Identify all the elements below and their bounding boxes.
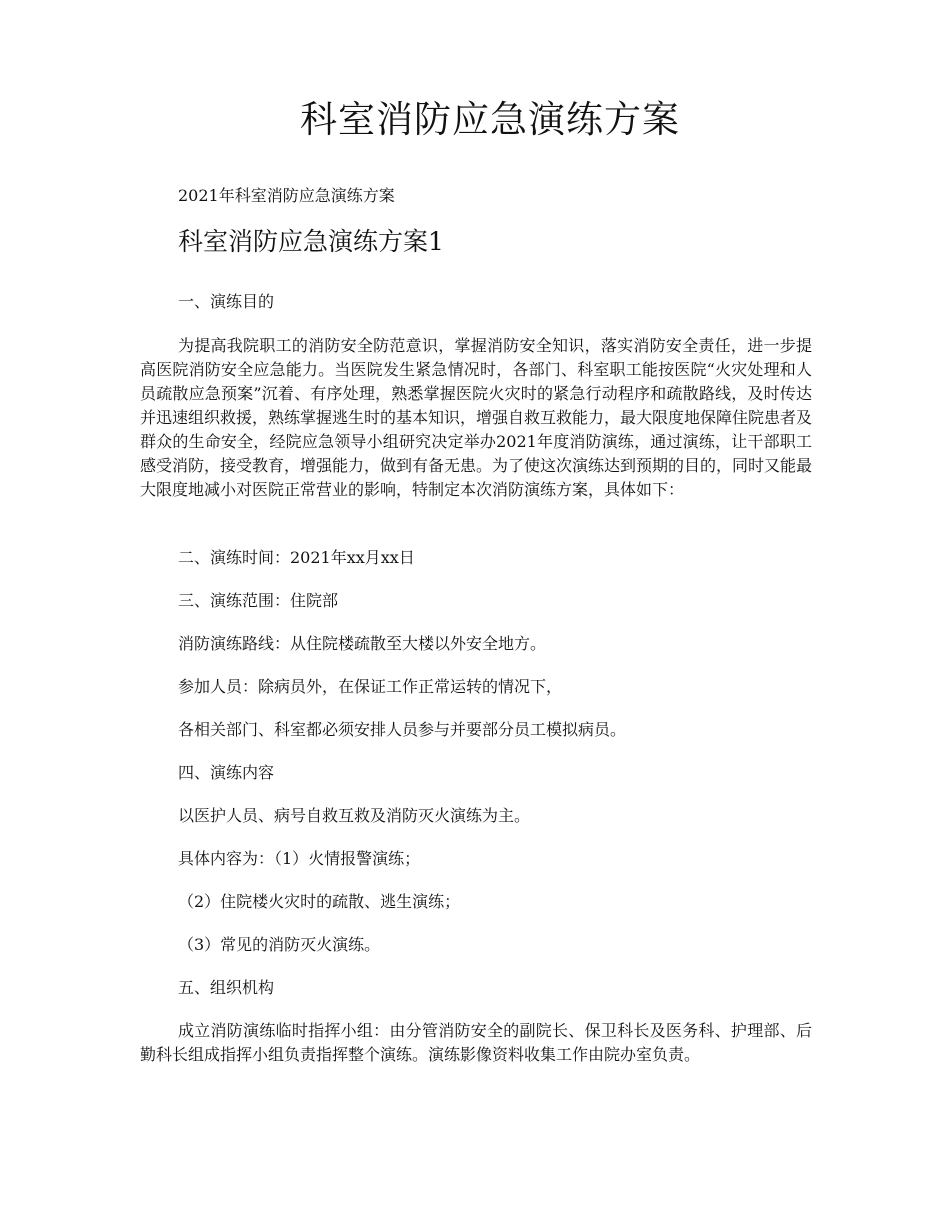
- paragraph-purpose: 为提高我院职工的消防安全防范意识，掌握消防安全知识，落实消防安全责任，进一步提高医院消防安全应急能力。当医院发生紧急情况时，各部门、科室职工能按医院“火灾处理和人员疏散应急预案”沉着、有序处理，熟悉掌握医院火灾时的紧急行动程序和疏散路线，及时传达并迅速组织救援，熟练掌握逃生时的基本知识，增强自救互救能力，最大限度地保障住院患者及群众的生命安全，经院应急领导小组研究决定举办2021年度消防演练，通过演练，让干部职工感受消防，接受教育，增强能力，做到有备无患。为了使这次演练达到预期的目的，同时又能最大限度地减小对医院正常营业的影响，特制定本次消防演练方案，具体如下：: [140, 336, 813, 499]
- heading-scope: 三、演练范围：住院部: [178, 591, 339, 610]
- subtitle-line: 2021年科室消防应急演练方案: [178, 186, 395, 205]
- content-item-1: 具体内容为：（1）火情报警演练；: [178, 849, 421, 868]
- heading-purpose: 一、演练目的: [178, 292, 275, 311]
- evacuation-route: 消防演练路线：从住院楼疏散至大楼以外安全地方。: [178, 634, 547, 653]
- content-item-2: （2）住院楼火灾时的疏散、逃生演练；: [178, 892, 461, 911]
- content-main: 以医护人员、病号自救互救及消防灭火演练为主。: [178, 806, 531, 825]
- content-item-3: （3）常见的消防灭火演练。: [178, 935, 381, 954]
- document-title: 科室消防应急演练方案: [300, 98, 680, 141]
- heading-content: 四、演练内容: [178, 763, 275, 782]
- heading-organization: 五、组织机构: [178, 978, 275, 997]
- participants: 参加人员：除病员外，在保证工作正常运转的情况下，: [178, 677, 563, 696]
- section-heading: 科室消防应急演练方案1: [178, 227, 444, 256]
- departments-note: 各相关部门、科室都必须安排人员参与并要部分员工模拟病员。: [178, 720, 627, 739]
- heading-time: 二、演练时间：2021年xx月xx日: [178, 548, 415, 567]
- paragraph-organization: 成立消防演练临时指挥小组：由分管消防安全的副院长、保卫科长及医务科、护理部、后勤科长组成指挥小组负责指挥整个演练。演练影像资料收集工作由院办室负责。: [140, 1021, 812, 1064]
